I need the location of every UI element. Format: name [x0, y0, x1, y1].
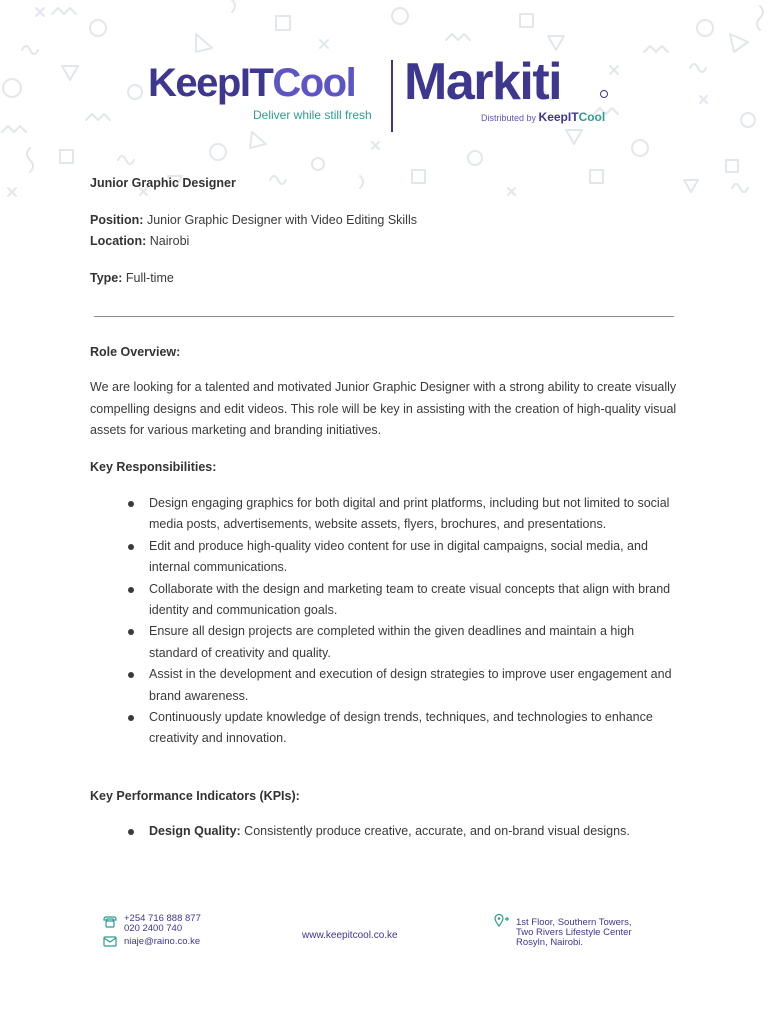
- list-item-text: Design engaging graphics for both digital and print platforms, including but not limited to social media posts, advertisements, website assets, flyers, brochures, and presentations.: [149, 496, 670, 532]
- bullet-icon: [128, 587, 134, 593]
- bullet-icon: [128, 715, 134, 721]
- phone-number-1: +254 716 888 877: [124, 913, 201, 924]
- distributed-by-brand-part1: KeepIT: [538, 110, 579, 124]
- keepitcool-logo: [148, 60, 372, 122]
- distributed-by-brand: [539, 110, 606, 124]
- list-item: [90, 621, 680, 664]
- job-title: Junior Graphic Designer: [90, 176, 236, 190]
- bullet-icon: [128, 501, 134, 507]
- list-item: [90, 664, 680, 707]
- location-label: Location:: [90, 234, 147, 248]
- footer: [0, 905, 768, 965]
- list-item-text: Assist in the development and execution of design strategies to improve user engagement and brand awareness.: [149, 667, 672, 703]
- type-value: Full-time: [125, 271, 174, 285]
- email-address[interactable]: niaje@raino.co.ke: [124, 936, 201, 947]
- bullet-icon: [128, 672, 134, 678]
- role-overview-heading: Role Overview:: [90, 345, 181, 359]
- responsibilities-heading: Key Responsibilities:: [90, 460, 217, 474]
- position-line: [90, 213, 417, 227]
- address-line-3: Rosyln, Nairobi.: [516, 937, 584, 948]
- keepitcool-tagline: Deliver while still fresh: [253, 108, 372, 122]
- address-line-1: 1st Floor, Southern Towers,: [516, 917, 632, 928]
- list-item: [90, 493, 680, 536]
- role-overview-text: We are looking for a talented and motivated Junior Graphic Designer with a strong ability to create visually compelling designs and edit videos. This role will be key in assisting with the creation of high-quality visual assets for various marketing and branding initiatives.: [90, 380, 677, 437]
- website-link[interactable]: www.keepitcool.co.ke: [302, 930, 398, 941]
- position-label: Position:: [90, 213, 144, 227]
- list-item: [90, 707, 680, 750]
- position-value: Junior Graphic Designer with Video Editing Skills: [146, 213, 417, 227]
- list-item-text: Ensure all design projects are completed within the given deadlines and maintain a high standard of creativity and quality.: [149, 624, 635, 660]
- markiti-wordmark: Markiti: [404, 53, 562, 111]
- keepitcool-wordmark: [148, 60, 355, 106]
- keepitcool-wordmark-part1: KeepIT: [148, 61, 273, 105]
- phone-number-2: 020 2400 740: [124, 923, 183, 934]
- bullet-icon: [128, 629, 134, 635]
- distributed-by: [481, 110, 605, 124]
- header-logos: [0, 52, 768, 142]
- distributed-by-brand-part2: Cool: [578, 110, 606, 124]
- list-item-text: Collaborate with the design and marketing team to create visual concepts that align with brand identity and communication goals.: [149, 581, 671, 618]
- type-line: [90, 271, 174, 285]
- list-item: [90, 821, 680, 842]
- kpis-list: [90, 821, 680, 842]
- list-item-text: Continuously update knowledge of design trends, techniques, and technologies to enhance creativity and innovation.: [149, 710, 653, 746]
- kpi-text: Consistently produce creative, accurate, and on-brand visual designs.: [244, 824, 630, 838]
- location-pin-icon: [494, 914, 510, 928]
- section-divider: [94, 316, 674, 317]
- kpi-label: Design Quality:: [149, 824, 241, 838]
- type-label: Type:: [90, 271, 123, 285]
- location-line: [90, 234, 189, 248]
- list-item: [90, 536, 680, 579]
- responsibilities-list: [90, 493, 680, 750]
- distributed-by-prefix: Distributed by: [481, 113, 537, 123]
- bullet-icon: [128, 544, 134, 550]
- email-icon: [103, 936, 117, 947]
- kpis-heading: Key Performance Indicators (KPIs):: [90, 789, 300, 803]
- registered-mark-icon: [600, 90, 608, 98]
- logo-divider: [391, 60, 393, 132]
- address-line-2: Two Rivers Lifestyle Center: [516, 927, 632, 938]
- keepitcool-wordmark-part2: Cool: [272, 61, 356, 105]
- bullet-icon: [128, 829, 134, 835]
- markiti-logo: [404, 52, 606, 124]
- list-item-text: Edit and produce high-quality video content for use in digital campaigns, social media, and internal communications.: [149, 538, 648, 575]
- list-item: [90, 579, 680, 622]
- location-value: Nairobi: [149, 234, 190, 248]
- phone-icon: [103, 916, 117, 928]
